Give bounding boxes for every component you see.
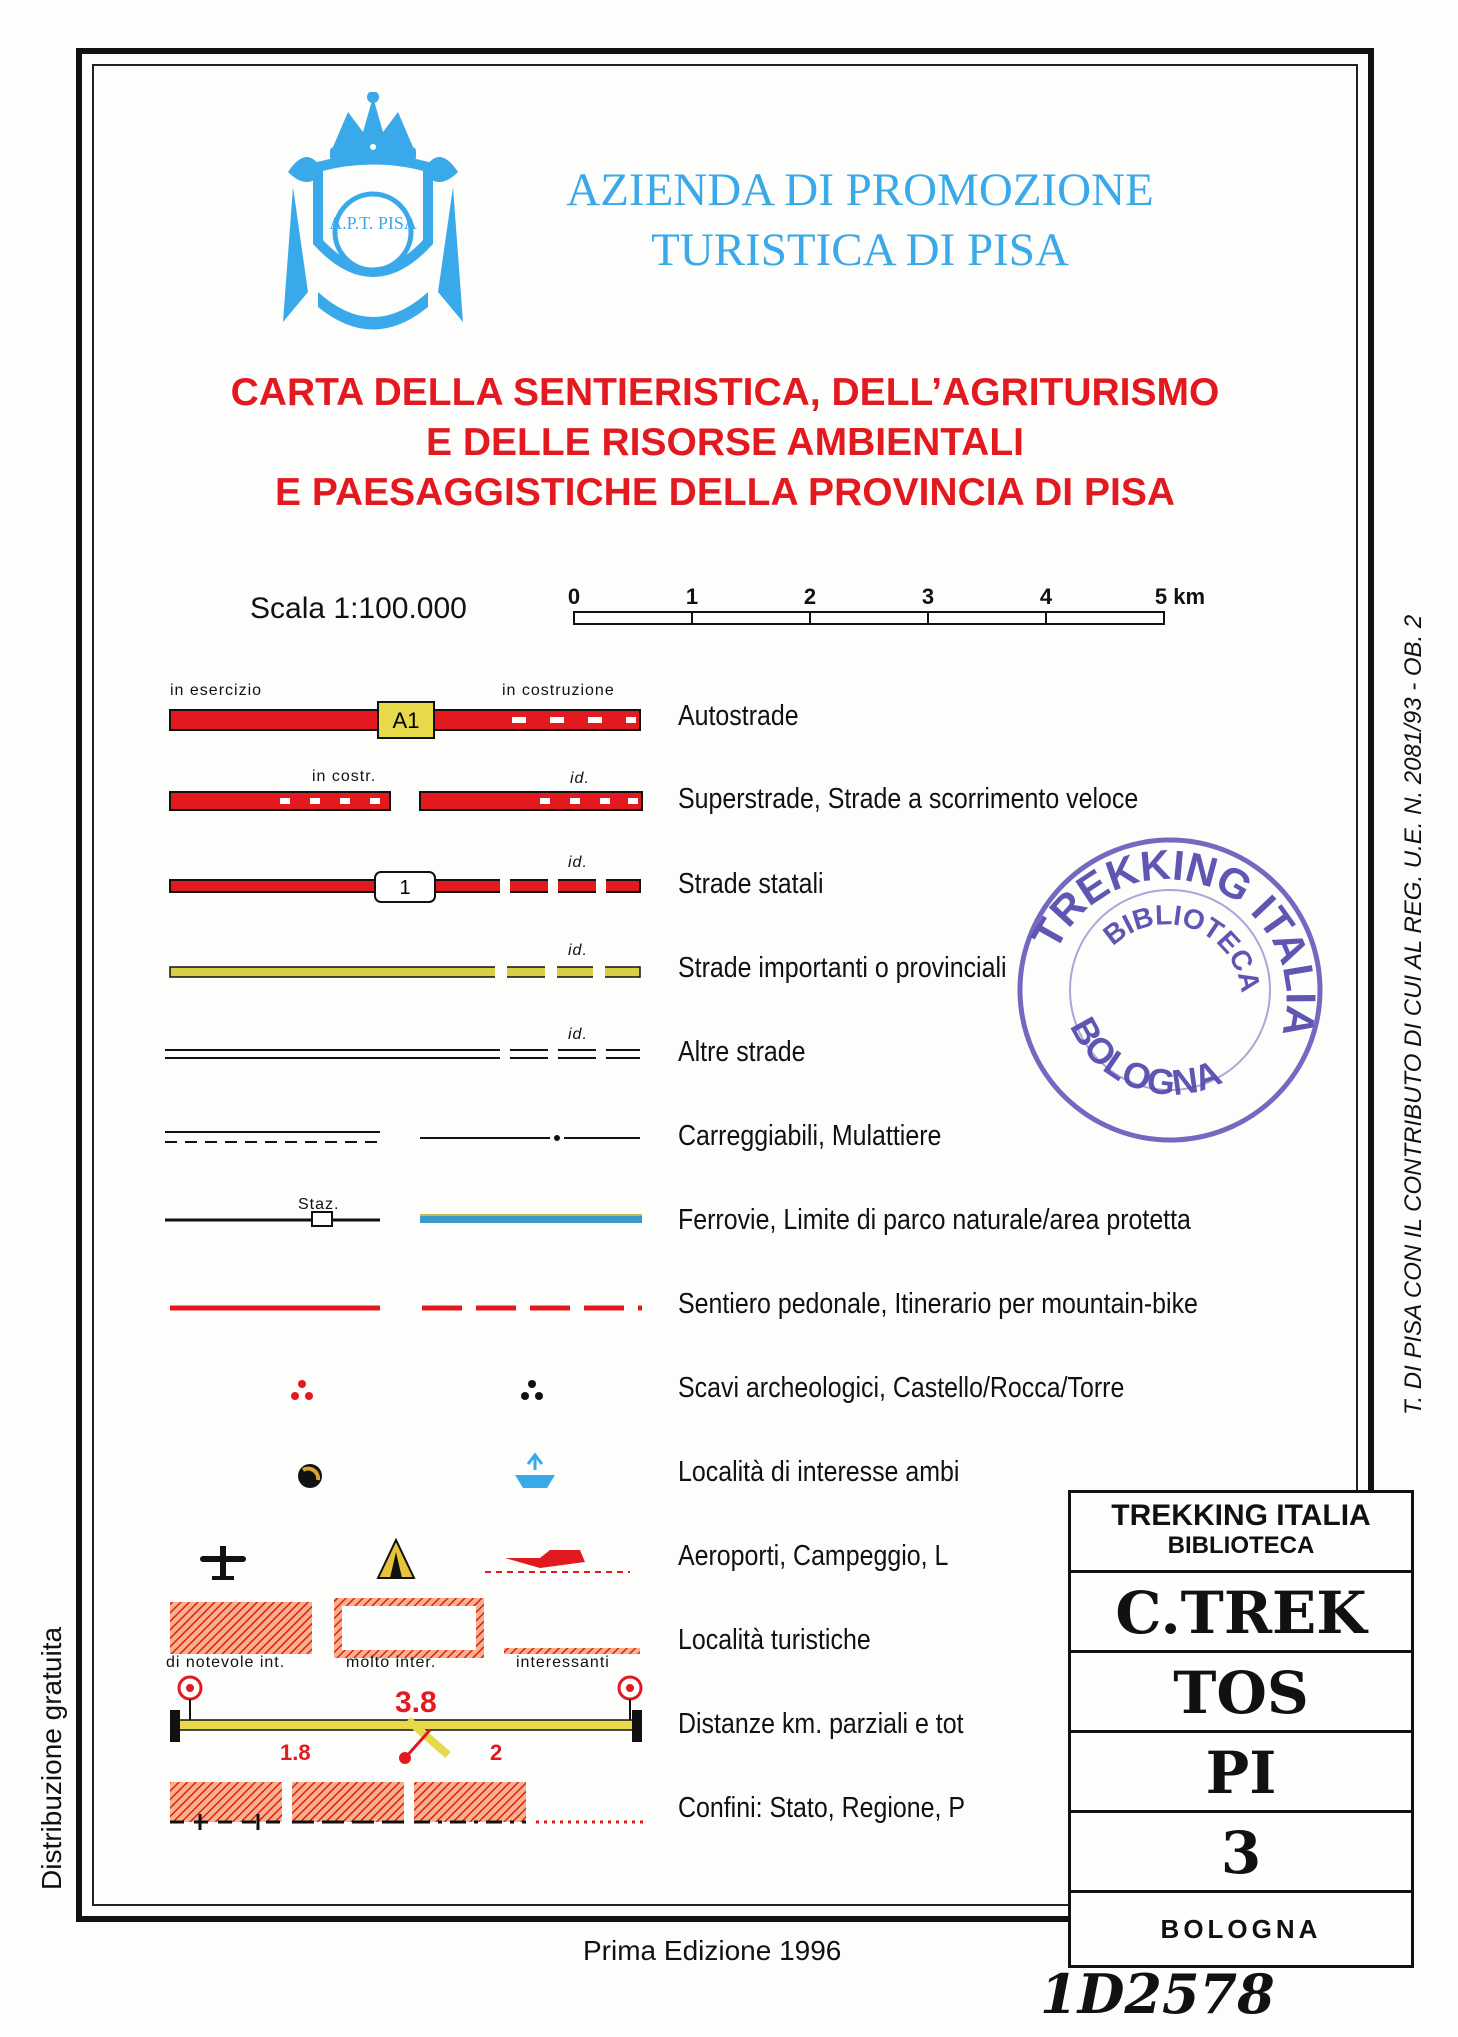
autostrade-left-note: in esercizio — [170, 682, 263, 699]
library-card — [1068, 1490, 1414, 1968]
card-header-title: TREKKING ITALIA — [1111, 1499, 1371, 1532]
agency-name — [520, 160, 1200, 280]
card-row-4: 3 — [1071, 1813, 1411, 1893]
scale-tick-3: 3 — [921, 584, 935, 609]
legend-altre: Altre strade — [678, 1036, 806, 1068]
title-line3: E PAESAGGISTICHE DELLA PROVINCIA DI PISA — [275, 471, 1175, 514]
title-line2: E DELLE RISORSE AMBIENTALI — [425, 421, 1025, 464]
stamp-inner-text: BIBLIOTECA — [1097, 899, 1267, 995]
turistiche-note-1: di notevole int. — [166, 1654, 286, 1671]
stamp-bottom-text: BOLOGNA — [1062, 1010, 1227, 1104]
card-header-sub: BIBLIOTECA — [1167, 1532, 1315, 1559]
statali-shield: 1 — [399, 877, 411, 899]
statali-note: id. — [568, 854, 588, 871]
provinciali-note: id. — [568, 942, 588, 959]
autostrade-symbol — [170, 702, 640, 738]
agency-line2: TURISTICA DI PISA — [651, 224, 1069, 276]
card-row-1: C.TREK — [1071, 1573, 1411, 1653]
distribution-note: Distribuzione gratuita — [36, 1626, 67, 1890]
turistiche-note-2: molto inter. — [346, 1654, 437, 1671]
edition-note: Prima Edizione 1996 — [583, 1935, 842, 1966]
card-row-3: PI — [1071, 1733, 1411, 1813]
legend-localita-ambientale: Località di interesse ambi — [678, 1456, 960, 1488]
autostrade-right-note: in costruzione — [502, 682, 615, 699]
autostrade-shield: A1 — [392, 708, 420, 733]
legend-sentiero: Sentiero pedonale, Itinerario per mountain-bike — [678, 1288, 1198, 1320]
scavi-symbol — [291, 1380, 313, 1400]
apt-pisa-crest-icon — [278, 92, 468, 342]
map-title — [140, 368, 1310, 518]
agency-line1: AZIENDA DI PROMOZIONE — [566, 164, 1154, 216]
legend-provinciali: Strade importanti o provinciali — [678, 952, 1007, 984]
legend-distanze: Distanze km. parziali e tot — [678, 1708, 964, 1740]
scale-tick-0: 0 — [567, 584, 581, 609]
trekking-italia-stamp — [1010, 830, 1330, 1150]
superstrade-left-note: in costr. — [312, 768, 377, 785]
ferrovie-note: Staz. — [298, 1196, 340, 1213]
superstrade-symbol — [170, 792, 642, 810]
funding-note: T. DI PISA CON IL CONTRIBUTO DI CUI AL REG. U.E. N. 2081/93 - OB. 2 — [1400, 614, 1427, 1415]
legend-superstrade: Superstrade, Strade a scorrimento veloce — [678, 783, 1139, 815]
legend-aeroporti: Aeroporti, Campeggio, L — [678, 1540, 949, 1572]
turistiche-symbols — [170, 1602, 640, 1654]
statali-symbol — [170, 872, 640, 902]
campeggio-icon — [378, 1540, 414, 1578]
scale-label: Scala 1:100.000 — [250, 592, 467, 625]
aeroporto-icon — [200, 1546, 246, 1580]
altre-strade-symbol — [165, 1044, 640, 1064]
legend-scavi: Scavi archeologici, Castello/Rocca/Torre — [678, 1372, 1125, 1404]
turistiche-note-3: interessanti — [516, 1654, 610, 1671]
legend-confini: Confini: Stato, Regione, P — [678, 1792, 965, 1824]
scale-tick-5: 5 km — [1154, 584, 1206, 609]
porto-icon — [485, 1550, 630, 1572]
legend-autostrade: Autostrade — [678, 700, 799, 732]
legend-carreggiabili: Carreggiabili, Mulattiere — [678, 1120, 942, 1152]
area-ambientale-symbol — [298, 1455, 555, 1488]
distanze-total: 3.8 — [395, 1686, 437, 1719]
legend-turistiche: Località turistiche — [678, 1624, 871, 1656]
distanze-part2: 2 — [490, 1740, 503, 1765]
handwritten-id: 1D2578 — [1040, 1962, 1275, 2026]
castello-symbol — [521, 1380, 543, 1400]
card-header — [1071, 1493, 1411, 1573]
svg-text:TREKKING ITALIA — [1020, 830, 1330, 1049]
ferrovie-symbol — [165, 1212, 642, 1226]
title-line1: CARTA DELLA SENTIERISTICA, DELL’AGRITURISMO — [230, 371, 1220, 414]
card-footer: BOLOGNA — [1160, 1914, 1322, 1944]
distanze-symbol — [170, 1677, 642, 1765]
crest-text: A.P.T. PISA — [329, 213, 417, 233]
card-row-2: TOS — [1071, 1653, 1411, 1733]
altre-note: id. — [568, 1026, 588, 1043]
stamp-outer-text: TREKKING ITALIA — [1022, 840, 1325, 1041]
scale-tick-1: 1 — [685, 584, 699, 609]
confini-symbols — [170, 1782, 646, 1830]
scale-bar — [540, 578, 1240, 628]
legend-ferrovie: Ferrovie, Limite di parco naturale/area protetta — [678, 1204, 1191, 1236]
legend-statali: Strade statali — [678, 868, 824, 900]
provinciali-symbol — [170, 962, 640, 982]
superstrade-right-note: id. — [570, 770, 590, 787]
scale-tick-2: 2 — [803, 584, 817, 609]
scale-tick-4: 4 — [1039, 584, 1053, 609]
distanze-part1: 1.8 — [280, 1740, 311, 1765]
carreggiabili-symbol — [165, 1132, 640, 1142]
